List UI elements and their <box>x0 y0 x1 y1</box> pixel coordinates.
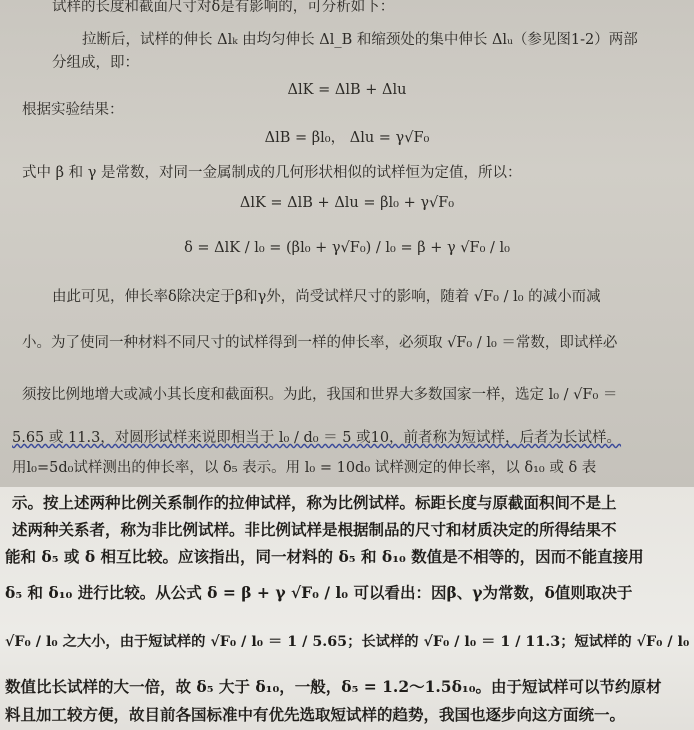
text-line: 小。为了使同一种材料不同尺寸的试样得到一样的伸长率，必须取 √F₀ / l₀ ＝常数，即试样必 <box>22 335 618 351</box>
text-line: 拉断后，试样的伸长 Δlₖ 由均匀伸长 Δl_B 和缩颈处的集中伸长 Δlᵤ（参见图1-2）两部 <box>82 32 638 48</box>
formula-line: ΔlK = ΔlB + Δlu = βl₀ + γ√F₀ <box>239 195 455 211</box>
text-line: 根据实验结果： <box>22 102 124 118</box>
text-line: 料且加工较方便，故目前各国标准中有优先选取短试样的趋势，我国也逐步向这方面统一。 <box>5 705 626 724</box>
text-line: 须按比例地增大或减小其长度和截面积。为此，我国和世界大多数国家一样，选定 l₀ / √F₀ ＝ <box>22 387 618 403</box>
text-line: δ₅ 和 δ₁₀ 进行比较。从公式 δ = β + γ √F₀ / l₀ 可以看出：因β、γ为常数，δ值则取决于 <box>5 583 633 602</box>
text-line: 述两种关系者，称为非比例试样。非比例试样是根据制品的尺寸和材质决定的所得结果不 <box>12 520 617 539</box>
text-line: 用l₀=5d₀试样测出的伸长率，以 δ₅ 表示。用 l₀ = 10d₀ 试样测定的伸长率，以 δ₁₀ 或 δ 表 <box>12 460 597 476</box>
photo-lower-section <box>0 487 694 730</box>
text-line: 由此可见，伸长率δ除决定于β和γ外，尚受试样尺寸的影响，随着 √F₀ / l₀ 的减小而减 <box>52 289 601 305</box>
formula-line: δ = ΔlK / l₀ = (βl₀ + γ√F₀) / l₀ = β + γ √F₀ / l₀ <box>184 240 510 256</box>
text-line: 示。按上述两种比例关系制作的拉伸试样，称为比例试样。标距长度与原截面积间不是上 <box>12 493 617 512</box>
formula-line: ΔlB = βl₀， Δlu = γ√F₀ <box>264 130 430 146</box>
text-line: 试样的长度和截面尺寸对δ是有影响的，可分析如下： <box>52 0 395 15</box>
formula-line: ΔlK = ΔlB + Δlu <box>287 82 407 98</box>
text-line: 数值比长试样的大一倍，故 δ₅ 大于 δ₁₀，一般，δ₅ = 1.2～1.5δ₁₀。由于短试样可以节约原材 <box>5 677 662 696</box>
text-line: 式中 β 和 γ 是常数，对同一金属制成的几何形状相似的试样恒为定值，所以： <box>22 165 522 181</box>
text-line: 能和 δ₅ 或 δ 相互比较。应该指出，同一材料的 δ₅ 和 δ₁₀ 数值是不相等的，因而不能直接用 <box>5 547 644 566</box>
text-line: √F₀ / l₀ 之大小，由于短试样的 √F₀ / l₀ ＝ 1 / 5.65；长试样的 √F₀ / l₀ ＝ 1 / 11.3；短试样的 √F₀ / l₀ <box>5 634 690 650</box>
underlined-text: 5.65 或 11.3，对圆形试样来说即相当于 l₀ / d₀ ＝ 5 或10，前者称为短试样，后者为长试样。 <box>12 430 622 446</box>
text-line-underlined <box>12 428 621 448</box>
text-line: 分组成，即： <box>52 55 139 71</box>
